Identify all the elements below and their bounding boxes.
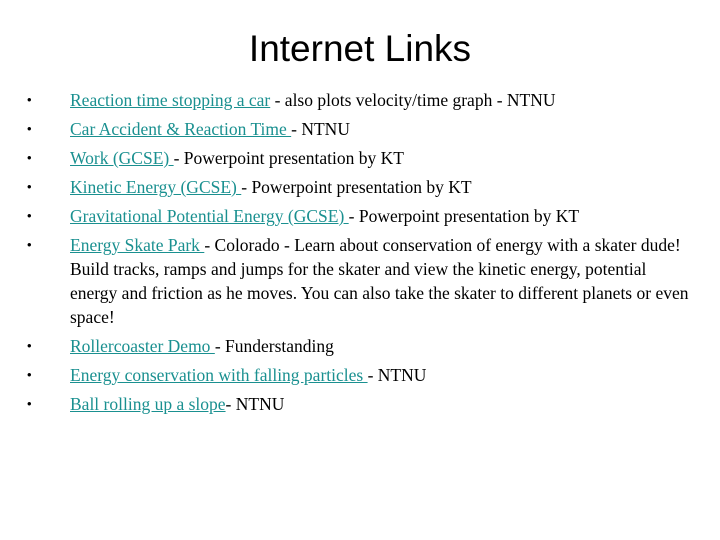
link[interactable]: Car Accident & Reaction Time bbox=[70, 119, 292, 139]
link-description: - Funderstanding bbox=[214, 336, 334, 356]
list-item bbox=[0, 334, 690, 358]
link[interactable]: Gravitational Potential Energy (GCSE) bbox=[70, 206, 349, 226]
list-item bbox=[0, 363, 690, 387]
link-description: - Powerpoint presentation by KT bbox=[173, 148, 404, 168]
bullet-icon: • bbox=[27, 237, 32, 252]
link-description: - NTNU bbox=[225, 394, 285, 414]
links-list bbox=[0, 88, 690, 421]
list-item bbox=[0, 233, 690, 329]
link[interactable]: Reaction time stopping a car bbox=[70, 90, 271, 110]
list-item bbox=[0, 117, 690, 141]
link-description: - Colorado - Learn about conservation of energy with a skater dude! Build tracks, ramps and jumps for the skater and view the kinetic energy, potential energy and friction as he moves. You can also take the skater to different planets or even space! bbox=[70, 235, 689, 327]
list-item bbox=[0, 146, 690, 170]
list-item bbox=[0, 175, 690, 199]
link-description: - NTNU bbox=[367, 365, 427, 385]
link-description: - NTNU bbox=[291, 119, 350, 139]
link-description: - Powerpoint presentation by KT bbox=[241, 177, 472, 197]
list-item bbox=[0, 204, 690, 228]
link-description: - also plots velocity/time graph - NTNU bbox=[270, 90, 556, 110]
bullet-icon: • bbox=[27, 150, 32, 165]
link[interactable]: Energy conservation with falling particles bbox=[70, 365, 368, 385]
bullet-icon: • bbox=[27, 92, 32, 107]
list-item bbox=[0, 392, 690, 416]
link[interactable]: Ball rolling up a slope bbox=[70, 394, 226, 414]
link[interactable]: Kinetic Energy (GCSE) bbox=[70, 177, 242, 197]
link[interactable]: Rollercoaster Demo bbox=[70, 336, 215, 356]
bullet-icon: • bbox=[27, 396, 32, 411]
bullet-icon: • bbox=[27, 208, 32, 223]
slide-title: Internet Links bbox=[248, 28, 472, 69]
link[interactable]: Energy Skate Park bbox=[70, 235, 205, 255]
bullet-icon: • bbox=[27, 121, 32, 136]
bullet-icon: • bbox=[27, 367, 32, 382]
bullet-icon: • bbox=[27, 338, 32, 353]
bullet-icon: • bbox=[27, 179, 32, 194]
link-description: - Powerpoint presentation by KT bbox=[348, 206, 580, 226]
list-item bbox=[0, 88, 690, 112]
link[interactable]: Work (GCSE) bbox=[70, 148, 174, 168]
